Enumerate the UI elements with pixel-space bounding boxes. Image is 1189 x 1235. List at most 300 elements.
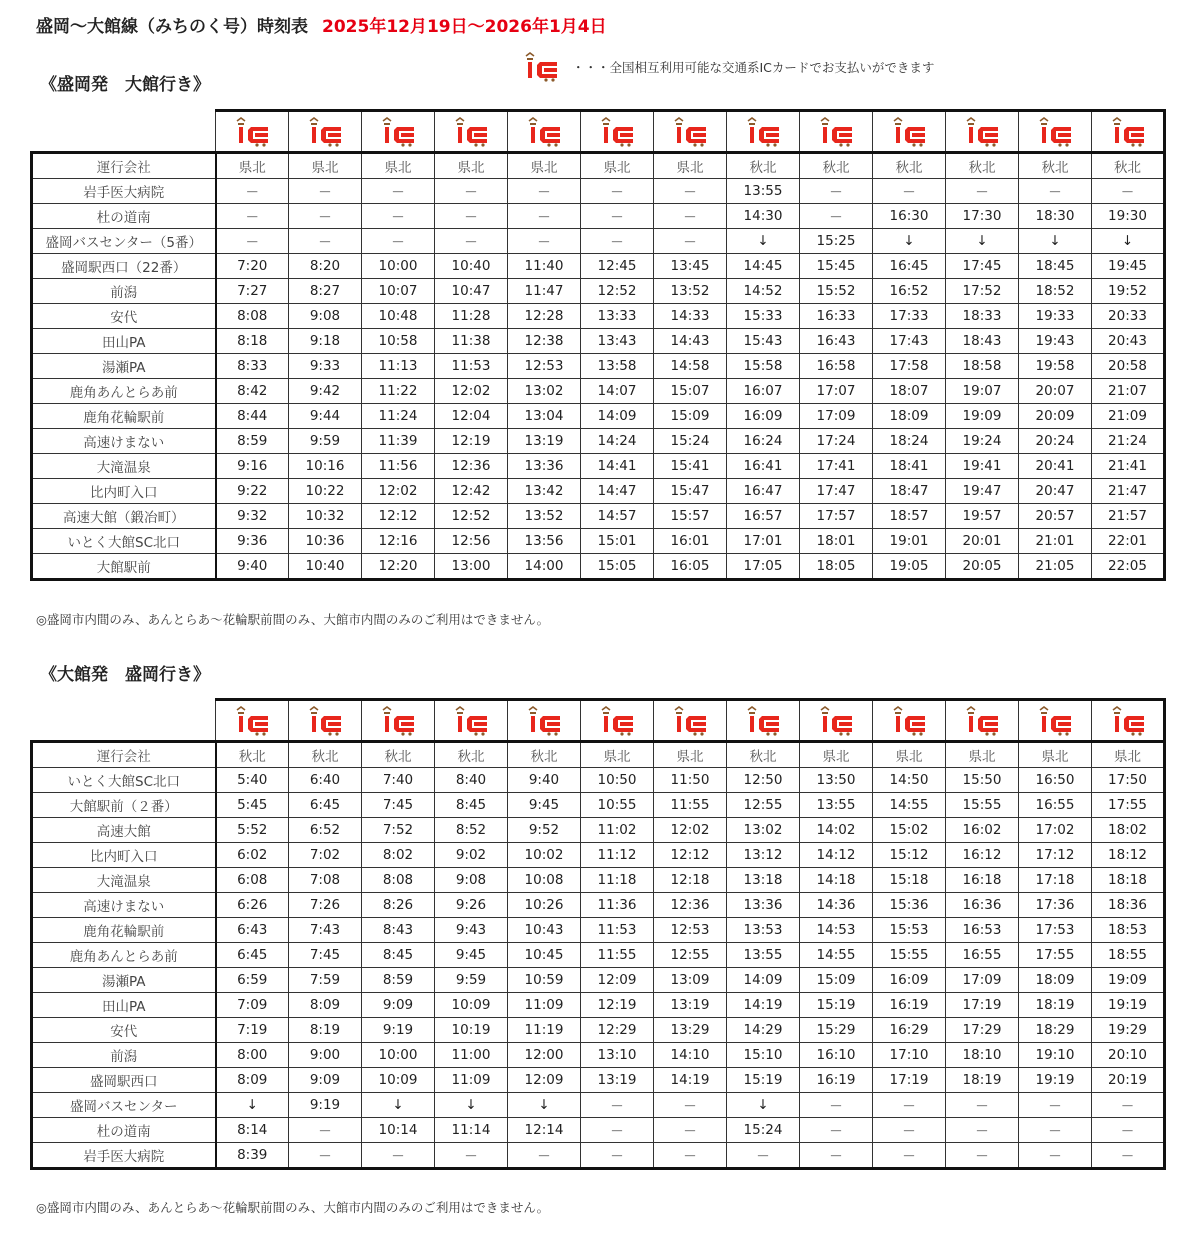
time-cell: 10:36 <box>289 529 362 554</box>
time-cell: 10:02 <box>508 843 581 868</box>
time-cell: 8:43 <box>362 918 435 943</box>
section-title-outbound: 《盛岡発 大館行き》 <box>40 75 210 95</box>
time-cell: 13:58 <box>581 354 654 379</box>
ic-card-icon <box>946 700 1019 742</box>
time-cell: 14:53 <box>800 918 873 943</box>
time-cell: 17:55 <box>1019 943 1092 968</box>
time-cell: 14:36 <box>800 893 873 918</box>
time-cell: － <box>362 204 435 229</box>
time-cell: 10:08 <box>508 868 581 893</box>
time-cell: 15:09 <box>654 404 727 429</box>
time-cell: 19:10 <box>1019 1043 1092 1068</box>
time-cell: 9:43 <box>435 918 508 943</box>
time-cell: 8:39 <box>216 1143 289 1169</box>
time-cell: 14:09 <box>581 404 654 429</box>
time-cell: 21:05 <box>1019 554 1092 580</box>
time-cell: 17:47 <box>800 479 873 504</box>
time-cell: 9:44 <box>289 404 362 429</box>
time-cell: 13:19 <box>654 993 727 1018</box>
time-cell: 9:08 <box>289 304 362 329</box>
time-cell: 13:36 <box>508 454 581 479</box>
ic-card-icon <box>289 111 362 153</box>
table-row <box>32 254 1165 279</box>
stop-name: 高速けまない <box>32 429 216 454</box>
table-row <box>32 229 1165 254</box>
page-title <box>36 12 607 37</box>
time-cell: 14:10 <box>654 1043 727 1068</box>
time-cell: 17:24 <box>800 429 873 454</box>
time-cell: 9:08 <box>435 868 508 893</box>
time-cell: 16:12 <box>946 843 1019 868</box>
time-cell: 11:47 <box>508 279 581 304</box>
time-cell: 8:33 <box>216 354 289 379</box>
time-cell: 8:09 <box>289 993 362 1018</box>
time-cell: 19:33 <box>1019 304 1092 329</box>
blank-cell <box>32 700 216 742</box>
time-cell: 15:45 <box>800 254 873 279</box>
operator-cell: 県北 <box>435 153 508 179</box>
table-row <box>32 279 1165 304</box>
time-cell: 14:19 <box>654 1068 727 1093</box>
time-cell: 6:52 <box>289 818 362 843</box>
time-cell: － <box>654 229 727 254</box>
time-cell: 14:09 <box>727 968 800 993</box>
time-cell: 18:07 <box>873 379 946 404</box>
time-cell: 15:43 <box>727 329 800 354</box>
table-row <box>32 479 1165 504</box>
time-cell: 16:02 <box>946 818 1019 843</box>
time-cell: 18:02 <box>1092 818 1165 843</box>
table-row <box>32 793 1165 818</box>
time-cell: 14:12 <box>800 843 873 868</box>
time-cell: － <box>289 229 362 254</box>
time-cell: 11:12 <box>581 843 654 868</box>
timetable-inbound <box>30 698 1166 1170</box>
time-cell: 13:56 <box>508 529 581 554</box>
time-cell: 13:18 <box>727 868 800 893</box>
time-cell: 20:05 <box>946 554 1019 580</box>
table-row <box>32 843 1165 868</box>
time-cell: 11:55 <box>581 943 654 968</box>
stop-name: 鹿角花輪駅前 <box>32 918 216 943</box>
time-cell: 22:01 <box>1092 529 1165 554</box>
time-cell: 16:53 <box>946 918 1019 943</box>
time-cell: 19:07 <box>946 379 1019 404</box>
time-cell: 14:58 <box>654 354 727 379</box>
time-cell: 7:19 <box>216 1018 289 1043</box>
time-cell: 7:45 <box>289 943 362 968</box>
operator-cell: 秋北 <box>1092 153 1165 179</box>
time-cell: － <box>216 204 289 229</box>
stop-name: 岩手医大病院 <box>32 1143 216 1169</box>
time-cell: 12:50 <box>727 768 800 793</box>
time-cell: 6:40 <box>289 768 362 793</box>
stop-name: 鹿角あんとらあ前 <box>32 943 216 968</box>
time-cell: － <box>800 1093 873 1118</box>
time-cell: － <box>289 1118 362 1143</box>
time-cell: 13:04 <box>508 404 581 429</box>
time-cell: 16:57 <box>727 504 800 529</box>
time-cell: 8:27 <box>289 279 362 304</box>
time-cell: 17:30 <box>946 204 1019 229</box>
time-cell: 8:08 <box>362 868 435 893</box>
time-cell: 21:09 <box>1092 404 1165 429</box>
operator-cell: 県北 <box>654 153 727 179</box>
time-cell: － <box>800 179 873 204</box>
operator-cell: 秋北 <box>362 742 435 768</box>
time-cell: 10:43 <box>508 918 581 943</box>
time-cell: － <box>873 1118 946 1143</box>
time-cell: － <box>1092 1118 1165 1143</box>
operator-cell: 秋北 <box>289 742 362 768</box>
time-cell: 12:56 <box>435 529 508 554</box>
time-cell: － <box>435 179 508 204</box>
time-cell: 9:26 <box>435 893 508 918</box>
time-cell: 16:47 <box>727 479 800 504</box>
time-cell: 19:58 <box>1019 354 1092 379</box>
time-cell: － <box>581 229 654 254</box>
time-cell: 16:52 <box>873 279 946 304</box>
time-cell: 15:05 <box>581 554 654 580</box>
ic-card-icon <box>216 111 289 153</box>
time-cell: － <box>289 204 362 229</box>
time-cell: 10:00 <box>362 254 435 279</box>
time-cell: 17:18 <box>1019 868 1092 893</box>
stop-name: 高速大館（鍛冶町） <box>32 504 216 529</box>
time-cell: － <box>946 1118 1019 1143</box>
time-cell: 18:09 <box>1019 968 1092 993</box>
table-row <box>32 1043 1165 1068</box>
time-cell: ↓ <box>362 1093 435 1118</box>
table-row <box>32 768 1165 793</box>
time-cell: 20:09 <box>1019 404 1092 429</box>
time-cell: 14:02 <box>800 818 873 843</box>
time-cell: 11:28 <box>435 304 508 329</box>
time-cell: 10:09 <box>362 1068 435 1093</box>
time-cell: 10:45 <box>508 943 581 968</box>
time-cell: 10:59 <box>508 968 581 993</box>
time-cell: － <box>362 229 435 254</box>
time-cell: 17:58 <box>873 354 946 379</box>
table-row <box>32 1068 1165 1093</box>
stop-name: 比内町入口 <box>32 479 216 504</box>
time-cell: 11:18 <box>581 868 654 893</box>
time-cell: 16:18 <box>946 868 1019 893</box>
time-cell: ↓ <box>435 1093 508 1118</box>
time-cell: 9:22 <box>216 479 289 504</box>
time-cell: 17:02 <box>1019 818 1092 843</box>
stop-name: 安代 <box>32 1018 216 1043</box>
time-cell: 18:24 <box>873 429 946 454</box>
time-cell: 18:19 <box>1019 993 1092 1018</box>
time-cell: 17:41 <box>800 454 873 479</box>
time-cell: － <box>654 1093 727 1118</box>
time-cell: 17:29 <box>946 1018 1019 1043</box>
time-cell: 7:45 <box>362 793 435 818</box>
time-cell: 13:55 <box>727 943 800 968</box>
operator-cell: 県北 <box>800 742 873 768</box>
time-cell: 18:19 <box>946 1068 1019 1093</box>
stop-name: 大滝温泉 <box>32 454 216 479</box>
time-cell: 15:47 <box>654 479 727 504</box>
time-cell: 20:43 <box>1092 329 1165 354</box>
time-cell: 18:52 <box>1019 279 1092 304</box>
stop-name: いとく大館SC北口 <box>32 768 216 793</box>
time-cell: 17:55 <box>1092 793 1165 818</box>
time-cell: 17:09 <box>946 968 1019 993</box>
operator-cell: 秋北 <box>508 742 581 768</box>
time-cell: 9:09 <box>362 993 435 1018</box>
time-cell: 12:16 <box>362 529 435 554</box>
time-cell: 12:36 <box>654 893 727 918</box>
time-cell: ↓ <box>1019 229 1092 254</box>
time-cell: 15:52 <box>800 279 873 304</box>
stop-name: 安代 <box>32 304 216 329</box>
ic-card-icon <box>1019 111 1092 153</box>
time-cell: 14:00 <box>508 554 581 580</box>
time-cell: － <box>946 179 1019 204</box>
time-cell: 9:19 <box>289 1093 362 1118</box>
time-cell: 19:57 <box>946 504 1019 529</box>
time-cell: 8:59 <box>362 968 435 993</box>
time-cell: ↓ <box>1092 229 1165 254</box>
time-cell: 10:09 <box>435 993 508 1018</box>
time-cell: 12:00 <box>508 1043 581 1068</box>
time-cell: 11:39 <box>362 429 435 454</box>
time-cell: － <box>581 1143 654 1169</box>
stop-name: 田山PA <box>32 993 216 1018</box>
time-cell: 12:29 <box>581 1018 654 1043</box>
time-cell: 18:01 <box>800 529 873 554</box>
stop-name: 鹿角あんとらあ前 <box>32 379 216 404</box>
time-cell: － <box>654 1118 727 1143</box>
time-cell: 12:53 <box>508 354 581 379</box>
operator-cell: 県北 <box>289 153 362 179</box>
time-cell: 14:47 <box>581 479 654 504</box>
time-cell: 20:24 <box>1019 429 1092 454</box>
time-cell: 17:09 <box>800 404 873 429</box>
time-cell: 14:41 <box>581 454 654 479</box>
time-cell: 15:57 <box>654 504 727 529</box>
time-cell: － <box>216 179 289 204</box>
table-row <box>32 554 1165 580</box>
time-cell: 6:45 <box>216 943 289 968</box>
time-cell: 18:10 <box>946 1043 1019 1068</box>
operator-cell: 県北 <box>362 153 435 179</box>
time-cell: － <box>581 204 654 229</box>
time-cell: 13:45 <box>654 254 727 279</box>
time-cell: 12:45 <box>581 254 654 279</box>
time-cell: ↓ <box>508 1093 581 1118</box>
timetable-title: 盛岡〜大館線（みちのく号）時刻表 <box>36 17 308 37</box>
time-cell: 15:36 <box>873 893 946 918</box>
time-cell: － <box>800 204 873 229</box>
time-cell: 9:40 <box>216 554 289 580</box>
time-cell: 17:05 <box>727 554 800 580</box>
time-cell: 8:59 <box>216 429 289 454</box>
time-cell: 19:19 <box>1092 993 1165 1018</box>
ic-card-icon <box>362 111 435 153</box>
operator-cell: 県北 <box>581 742 654 768</box>
time-cell: － <box>727 1143 800 1169</box>
time-cell: 13:19 <box>581 1068 654 1093</box>
time-cell: 10:14 <box>362 1118 435 1143</box>
time-cell: 17:45 <box>946 254 1019 279</box>
ic-card-icon <box>508 111 581 153</box>
time-cell: 18:09 <box>873 404 946 429</box>
time-cell: 11:09 <box>508 993 581 1018</box>
time-cell: 8:19 <box>289 1018 362 1043</box>
time-cell: － <box>1019 1118 1092 1143</box>
time-cell: － <box>654 1143 727 1169</box>
time-cell: － <box>1019 1143 1092 1169</box>
time-cell: 17:57 <box>800 504 873 529</box>
stop-name: 湯瀬PA <box>32 354 216 379</box>
time-cell: 11:22 <box>362 379 435 404</box>
time-cell: 19:05 <box>873 554 946 580</box>
time-cell: 19:45 <box>1092 254 1165 279</box>
ic-card-icon <box>581 700 654 742</box>
time-cell: 17:07 <box>800 379 873 404</box>
time-cell: 16:43 <box>800 329 873 354</box>
time-cell: 13:19 <box>508 429 581 454</box>
time-cell: 12:14 <box>508 1118 581 1143</box>
time-cell: 11:56 <box>362 454 435 479</box>
time-cell: 10:26 <box>508 893 581 918</box>
stop-name: 高速大館 <box>32 818 216 843</box>
operator-label: 運行会社 <box>32 153 216 179</box>
time-cell: 15:12 <box>873 843 946 868</box>
time-cell: 12:12 <box>654 843 727 868</box>
time-cell: 7:43 <box>289 918 362 943</box>
time-cell: 16:09 <box>727 404 800 429</box>
time-cell: 13:10 <box>581 1043 654 1068</box>
operator-cell: 県北 <box>508 153 581 179</box>
time-cell: 12:12 <box>362 504 435 529</box>
time-cell: 8:40 <box>435 768 508 793</box>
time-cell: 13:36 <box>727 893 800 918</box>
time-cell: － <box>581 1093 654 1118</box>
time-cell: 21:41 <box>1092 454 1165 479</box>
ic-card-icon <box>800 111 873 153</box>
timetable-outbound <box>30 109 1166 581</box>
time-cell: 17:19 <box>873 1068 946 1093</box>
table-row <box>32 893 1165 918</box>
time-cell: 18:18 <box>1092 868 1165 893</box>
time-cell: 17:01 <box>727 529 800 554</box>
time-cell: 15:53 <box>873 918 946 943</box>
table-row <box>32 1118 1165 1143</box>
time-cell: － <box>362 179 435 204</box>
time-cell: 5:40 <box>216 768 289 793</box>
time-cell: 14:50 <box>873 768 946 793</box>
stop-name: 盛岡バスセンター（5番） <box>32 229 216 254</box>
time-cell: 13:02 <box>727 818 800 843</box>
time-cell: 7:59 <box>289 968 362 993</box>
time-cell: 11:09 <box>435 1068 508 1093</box>
time-cell: 7:20 <box>216 254 289 279</box>
ic-card-icon <box>946 111 1019 153</box>
time-cell: 21:01 <box>1019 529 1092 554</box>
time-cell: 9:36 <box>216 529 289 554</box>
time-cell: 13:53 <box>727 918 800 943</box>
time-cell: 9:18 <box>289 329 362 354</box>
time-cell: 6:43 <box>216 918 289 943</box>
time-cell: － <box>800 1118 873 1143</box>
time-cell: 17:53 <box>1019 918 1092 943</box>
operator-cell: 秋北 <box>727 153 800 179</box>
time-cell: 13:33 <box>581 304 654 329</box>
time-cell: 11:19 <box>508 1018 581 1043</box>
time-cell: － <box>289 1143 362 1169</box>
ic-card-icon <box>1092 700 1165 742</box>
time-cell: 17:10 <box>873 1043 946 1068</box>
time-cell: 15:24 <box>727 1118 800 1143</box>
time-cell: 12:18 <box>654 868 727 893</box>
usage-note-outbound: ◎盛岡市内間のみ、あんとらあ〜花輪駅前間のみ、大館市内間のみのご利用はできません。 <box>36 612 550 627</box>
time-cell: 20:41 <box>1019 454 1092 479</box>
time-cell: 20:01 <box>946 529 1019 554</box>
time-cell: 15:58 <box>727 354 800 379</box>
time-cell: 10:00 <box>362 1043 435 1068</box>
operator-cell: 秋北 <box>727 742 800 768</box>
ic-card-icon <box>216 700 289 742</box>
time-cell: 16:45 <box>873 254 946 279</box>
time-cell: 11:55 <box>654 793 727 818</box>
time-cell: 13:12 <box>727 843 800 868</box>
time-cell: 17:33 <box>873 304 946 329</box>
time-cell: 11:53 <box>581 918 654 943</box>
stop-name: 鹿角花輪駅前 <box>32 404 216 429</box>
time-cell: － <box>1092 1093 1165 1118</box>
time-cell: 13:52 <box>508 504 581 529</box>
time-cell: ↓ <box>727 1093 800 1118</box>
time-cell: 8:45 <box>362 943 435 968</box>
time-cell: 15:25 <box>800 229 873 254</box>
stop-name: 前潟 <box>32 279 216 304</box>
time-cell: 12:19 <box>581 993 654 1018</box>
time-cell: 22:05 <box>1092 554 1165 580</box>
time-cell: 20:47 <box>1019 479 1092 504</box>
time-cell: 18:53 <box>1092 918 1165 943</box>
time-cell: 14:24 <box>581 429 654 454</box>
time-cell: 12:20 <box>362 554 435 580</box>
time-cell: 9:16 <box>216 454 289 479</box>
time-cell: － <box>654 204 727 229</box>
table-row <box>32 993 1165 1018</box>
time-cell: 15:24 <box>654 429 727 454</box>
stop-name: 大館駅前 <box>32 554 216 580</box>
time-cell: 15:10 <box>727 1043 800 1068</box>
time-cell: 13:09 <box>654 968 727 993</box>
time-cell: 8:44 <box>216 404 289 429</box>
time-cell: 8:09 <box>216 1068 289 1093</box>
stop-name: 高速けまない <box>32 893 216 918</box>
time-cell: 15:55 <box>873 943 946 968</box>
time-cell: 8:52 <box>435 818 508 843</box>
operator-cell: 秋北 <box>946 153 1019 179</box>
stop-name: 岩手医大病院 <box>32 179 216 204</box>
time-cell: 14:30 <box>727 204 800 229</box>
time-cell: 14:18 <box>800 868 873 893</box>
time-cell: － <box>946 1093 1019 1118</box>
time-cell: 15:19 <box>800 993 873 1018</box>
operator-cell: 秋北 <box>873 153 946 179</box>
time-cell: 19:09 <box>946 404 1019 429</box>
stop-name: 大館駅前（２番） <box>32 793 216 818</box>
time-cell: 16:07 <box>727 379 800 404</box>
time-cell: ↓ <box>216 1093 289 1118</box>
